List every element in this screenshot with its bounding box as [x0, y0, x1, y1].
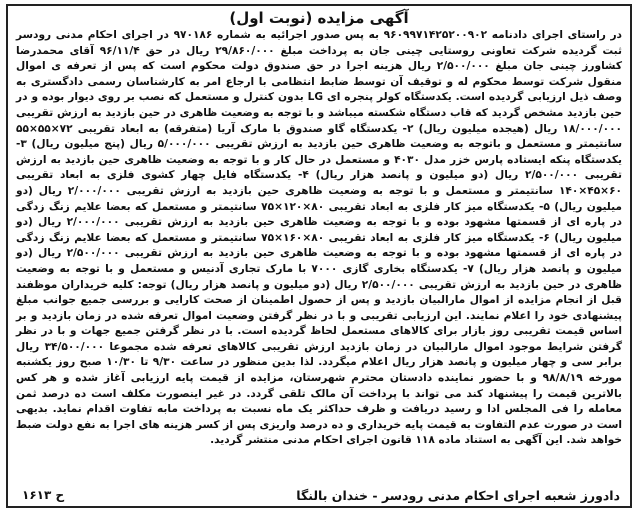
- notice-body: در راستای اجرای دادنامه ۹۶۰۹۹۷۱۴۲۵۲۰۰۹۰۲ به پس صدور اجرائیه به شماره ۹۷۰۱۸۶ در اجرای احکام مدنی رودسر ثبت گردیده شرکت تعاونی روستایی چینی جان به پرداخت مبلغ ۲۹/۸۶۰/۰۰۰ ریال در حق ۹۶/۱۱/۴ آقای محمدرضا کشاورز چینی جان مبلغ ۲/۵۰۰/۰۰۰ ریال هزینه اجرا در حق صندوق دولت محکوم است که پس از تعرفه ی اموال منقول شرکت توسط محکوم له و توقیف آن توسط ضابط انتظامی با ارجاع امر به کارشناسان رسمی دادگستری به وصف ذیل ارزیابی گردیده است. یکدستگاه کولر پنجره ای LG بدون کنترل و مستعمل که نصب بر روی دیوار بوده و در حین بازدید مشخص گردید که قاب دستگاه شکسته میباشد و با توجه به وضعیت ظاهری در حین بازدید به ارزش تقریبی ۱۸/۰۰۰/۰۰۰ ریال (هیجده میلیون ریال) ۲- یکدستگاه گاو صندوق با مارک آریا (متفرقه) به ابعاد تقریبی ۷۲×۵۵×۵۵ سانتیمتر و مستعمل و باتوجه به وضعیت ظاهری حین بازدید به ارزش تقریبی ۵/۰۰۰/۰۰۰ ریال (پنج میلیون ریال) ۳- یکدستگاه پنکه ایستاده پارس خزر مدل ۴۰۳۰ و مستعمل در حال کار و با توجه به وضعیت ظاهری حین بازدید به ارزش تقریبی ۲/۵۰۰/۰۰۰ ریال (دو میلیون و پانصد هزار ریال) ۴- یکدستگاه فایل چهار کشوی فلزی به ابعاد تقریبی ۶۰×۴۵×۱۴۰ سانتیمتر و مستعمل و با توجه به وضعیت ظاهری حین بازدید به ارزش تقریبی ۲/۰۰۰/۰۰۰ ریال (دو میلیون ریال) ۵- یکدستگاه میز کار فلزی به ابعاد تقریبی ۸۰×۱۲۰×۷۵ سانتیمتر و مستعمل که بعضا علایم زنگ زدگی در پاره ای از قسمتها مشهود بوده و با توجه به وضعیت ظاهری حین بازدید به ارزش تقریبی ۲/۰۰۰/۰۰۰ ریال (دو میلیون ریال) ۶- یکدستگاه میز کار فلزی به ابعاد تقریبی ۸۰×۱۶۰×۷۵ سانتیمتر و مستعمل که بعضا علایم زنگ زدگی در پاره ای از قسمتها مشهود بوده و با توجه به وضعیت ظاهری حین بازدید به ارزش تقریبی ۲/۵۰۰/۰۰۰ ریال (دو میلیون و پانصد هزار ریال) ۷- یکدستگاه بخاری گازی ۷۰۰۰ با مارک تجاری آدنیس و مستعمل و با توجه به وضعیت ظاهری در حین بازدید به ارزش تقریبی ۲/۵۰۰/۰۰۰ ریال (دو میلیون و پانصد هزار ریال) توجه: کلیه خریداران موظفند قبل از انجام مزایده از اموال مارالبیان بازدید و پس از حصول اطمینان از صحت کارایی و بررسی جمیع جوانب مبلغ پیشنهادی خود را اعلام نمایند. این ارزیابی تقریبی و با در نظر گرفتن وضعیت اموال تعرفه شده در زمان بازدید و بر اساس قیمت تقریبی روز بازار برای کالاهای مستعمل لحاظ گردیده است. با در نظر گرفتن جمیع جهات و با در نظر گرفتن شرایط موجود اموال مارالبیان در زمان بازدید ارزش تقریبی کالاهای تعرفه شده مجموعا ۳۴/۵۰۰/۰۰۰ ریال برابر سی و چهار میلیون و پانصد هزار ریال اعلام میگردد. لذا بدین منظور در ساعت ۹/۳۰ تا ۱۰/۳۰ صبح روز یکشنبه مورخه ۹۸/۸/۱۹ و با حضور نماینده دادستان محترم شهرستان، مزایده از قیمت پایه ارزیابی آغاز شده و هر کس بالاترین قیمت را پیشنهاد کند می تواند با پرداخت آن مالک تلقی گردد. در غیر اینصورت مکلف است ده درصد ثمن معامله را فی المجلس ادا و رسید دریافت و ظرف حداکثر یک ماه نسبت به پرداخت مابه تفاوت اقدام نماید. بدیهی است در صورت عدم التفاوت به قیمت پایه خریداری و ده درصد واریزی پس از کسر هزینه های اجرا به نفع دولت ضبط خواهد شد. این آگهی به استناد ماده ۱۱۸ قانون اجرای احکام مدنی منتشر گردید.: [16, 29, 622, 447]
- footer-code: ح ۱۶۱۳: [22, 488, 65, 502]
- auction-notice: [6, 4, 632, 508]
- footer-signature: دادورز شعبه اجرای احکام مدنی رودسر - خندان بالنگا: [296, 487, 620, 503]
- notice-footer: [8, 484, 630, 506]
- notice-title: آگهی مزایده (نوبت اول): [229, 9, 409, 27]
